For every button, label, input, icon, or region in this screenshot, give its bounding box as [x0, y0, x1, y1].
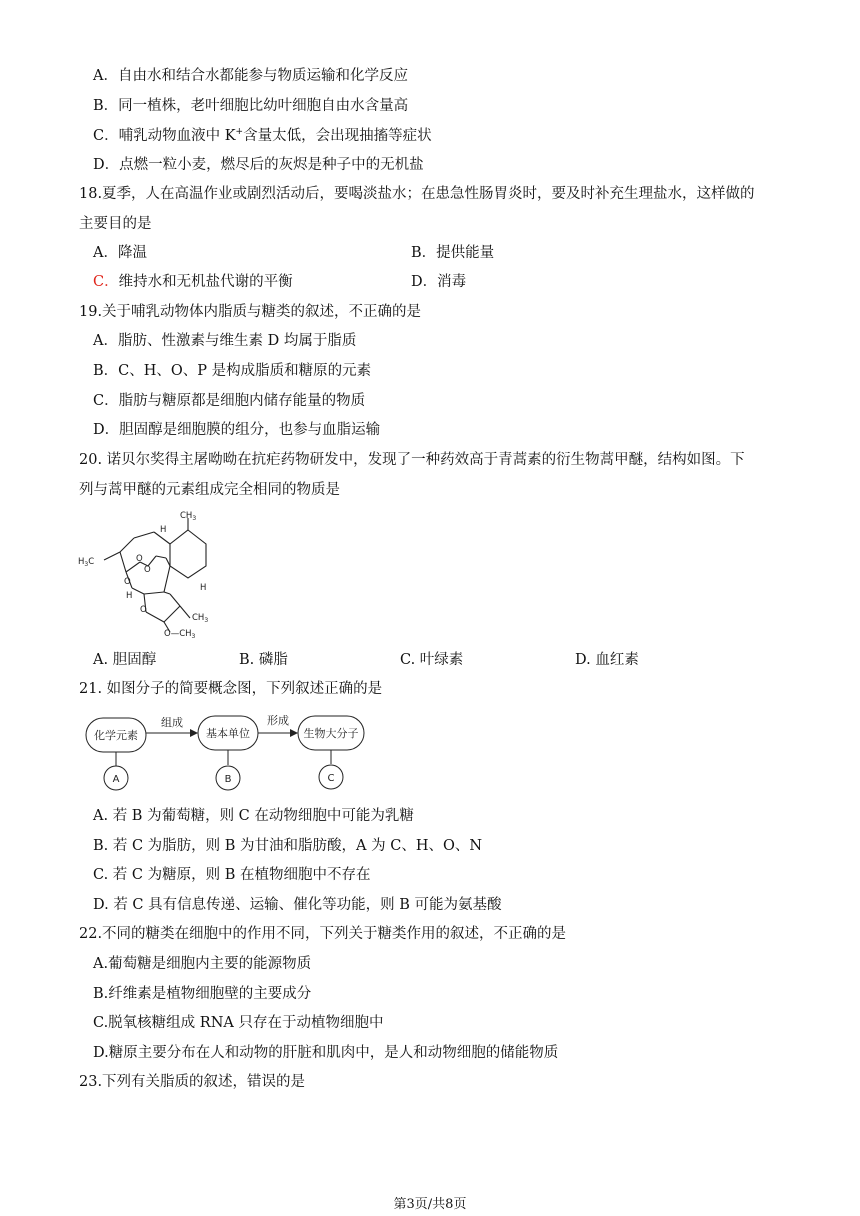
q19-stem: 19.关于哺乳动物体内脂质与糖类的叙述，不正确的是 — [79, 304, 422, 320]
svg-text:形成: 形成 — [267, 714, 289, 727]
svg-text:O: O — [140, 605, 147, 615]
q17-option-b: B．同一植株，老叶细胞比幼叶细胞自由水含量高 — [93, 98, 409, 114]
q17-option-a: A．自由水和结合水都能参与物质运输和化学反应 — [93, 68, 408, 84]
svg-text:O—CH3: $O—CH_3$ — [164, 629, 196, 640]
q19-option-b: B．C、H、O、P 是构成脂质和糖原的元素 — [93, 363, 372, 379]
q17-option-d: D．点燃一粒小麦，燃尽后的灰烬是种子中的无机盐 — [93, 157, 424, 173]
q17-option-c: C．哺乳动物血液中 K+含量太低，会出现抽搐等症状 — [93, 127, 432, 144]
svg-text:O: O — [136, 554, 143, 564]
svg-text:组成: 组成 — [161, 716, 183, 729]
svg-text:B: B — [224, 774, 232, 785]
svg-text:H: H — [200, 583, 207, 593]
svg-text:化学元素: 化学元素 — [94, 729, 138, 742]
svg-text:基本单位: 基本单位 — [206, 727, 250, 740]
q19-option-d: D．胆固醇是细胞膜的组分，也参与血脂运输 — [93, 422, 381, 438]
q22-option-b: B.纤维素是植物细胞壁的主要成分 — [93, 986, 312, 1002]
artemether-structure — [76, 508, 226, 640]
q22-option-c: C.脱氧核糖组成 RNA 只存在于动植物细胞中 — [93, 1015, 384, 1031]
q20-option-d: D. 血红素 — [575, 652, 639, 668]
q19-option-a: A．脂肪、性激素与维生素 D 均属于脂质 — [93, 333, 357, 349]
concept-diagram — [84, 708, 374, 800]
q20-option-c: C. 叶绿素 — [400, 652, 464, 668]
q21-option-c: C. 若 C 为糖原，则 B 在植物细胞中不存在 — [93, 867, 371, 883]
q23-stem: 23.下列有关脂质的叙述，错误的是 — [79, 1074, 306, 1090]
svg-text:H: H — [126, 591, 133, 601]
q20-option-b: B. 磷脂 — [239, 652, 288, 668]
q21-option-a: A. 若 B 为葡萄糖，则 C 在动物细胞中可能为乳糖 — [93, 808, 414, 824]
svg-text:H: H — [160, 525, 167, 535]
svg-text:O: O — [124, 577, 131, 587]
q21-option-d: D. 若 C 具有信息传递、运输、催化等功能，则 B 可能为氨基酸 — [93, 897, 502, 913]
q21-option-b: B. 若 C 为脂肪，则 B 为甘油和脂肪酸，A 为 C、H、O、N — [93, 838, 483, 854]
page-number: 第3页/共8页 — [393, 1197, 467, 1212]
q22-stem: 22.不同的糖类在细胞中的作用不同，下列关于糖类作用的叙述，不正确的是 — [79, 926, 567, 942]
svg-text:C: C — [327, 773, 335, 784]
svg-text:CH3: $CH_3$ — [192, 613, 209, 624]
q18-option-b: B．提供能量 — [411, 245, 495, 261]
q18-option-c: C．维持水和无机盐代谢的平衡 — [93, 274, 293, 290]
q19-option-c: C．脂肪与糖原都是细胞内储存能量的物质 — [93, 393, 366, 409]
svg-text:O: O — [144, 565, 151, 575]
svg-text:CH3: $CH_3$ — [180, 511, 197, 522]
svg-text:生物大分子: 生物大分子 — [303, 727, 359, 740]
q20-stem-line2: 列与蒿甲醚的元素组成完全相同的物质是 — [79, 482, 340, 498]
svg-text:H3C: $H_3C$ — [78, 557, 95, 568]
q22-option-d: D.糖原主要分布在人和动物的肝脏和肌肉中，是人和动物细胞的储能物质 — [93, 1045, 559, 1061]
q21-stem: 21. 如图分子的简要概念图，下列叙述正确的是 — [79, 681, 383, 697]
q18-option-d: D．消毒 — [411, 274, 467, 290]
q20-option-a: A. 胆固醇 — [93, 652, 157, 668]
q18-option-a: A．降温 — [93, 245, 147, 261]
q18-answer-mark: C． — [93, 274, 119, 290]
q18-stem-line1: 18.夏季，人在高温作业或剧烈活动后，要喝淡盐水；在患急性肠胃炎时，要及时补充生理盐水，这样做的 — [79, 186, 755, 202]
q22-option-a: A.葡萄糖是细胞内主要的能源物质 — [93, 956, 312, 972]
q18-stem-line2: 主要目的是 — [79, 216, 152, 232]
svg-text:A: A — [112, 774, 120, 785]
q20-stem-line1: 20. 诺贝尔奖得主屠呦呦在抗疟药物研发中，发现了一种药效高于青蒿素的衍生物蒿甲醚，结构如图。下 — [79, 452, 745, 468]
